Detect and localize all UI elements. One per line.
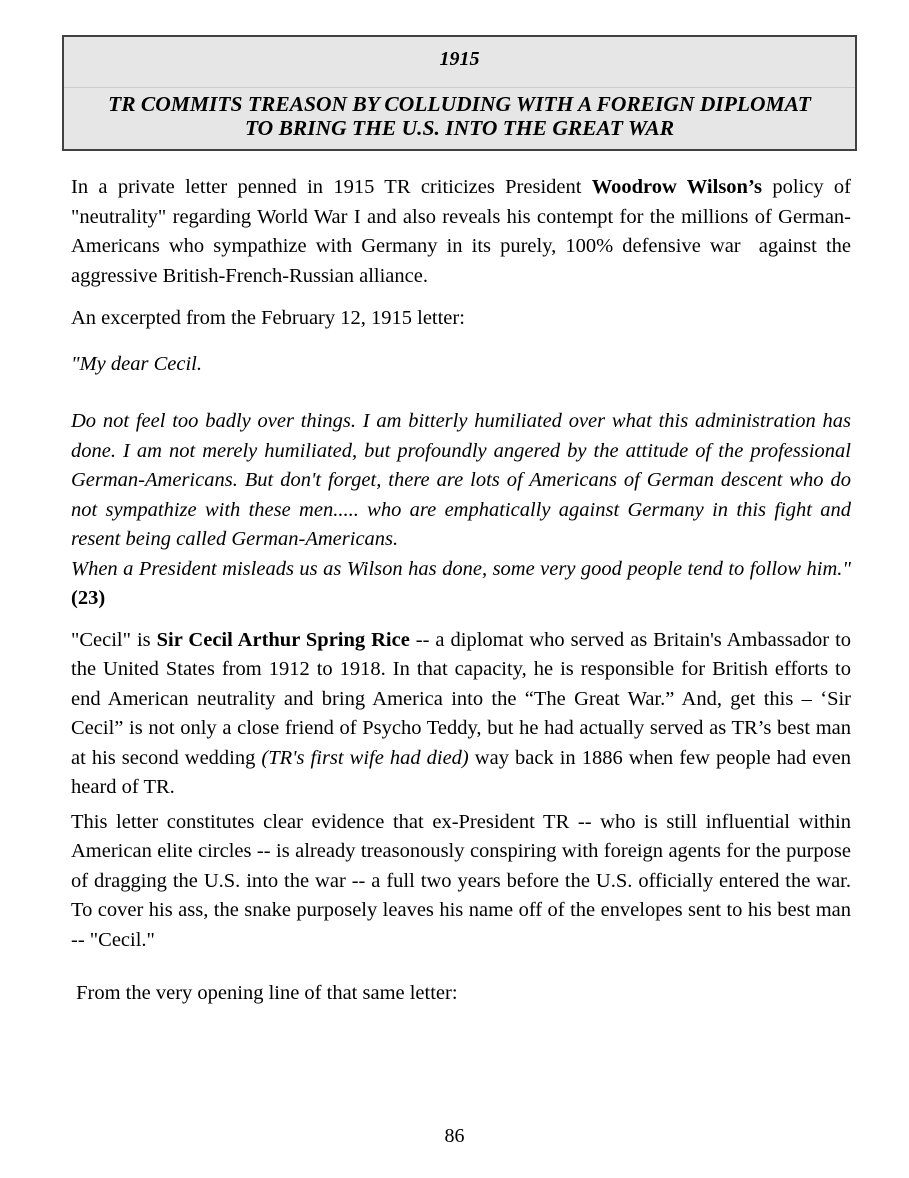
chapter-title-line2: TO BRING THE U.S. INTO THE GREAT WAR: [244, 115, 675, 140]
text-segment: "Cecil" is: [71, 628, 157, 651]
paragraph-excerpt-lead-in: An excerpted from the February 12, 1915 letter:: [71, 307, 465, 329]
paragraph-next-lead-in: From the very opening line of that same letter:: [71, 982, 458, 1004]
chapter-year: 1915: [439, 48, 480, 70]
citation-number: (23): [71, 587, 106, 609]
chapter-title-line1: TR COMMITS TREASON BY COLLUDING WITH A FOREIGN DIPLOMAT: [108, 92, 811, 116]
page-number: 86: [444, 1125, 465, 1147]
document-body: [71, 173, 851, 1009]
paragraph-treason-claim: This letter constitutes clear evidence that ex-President TR -- who is still influential within American elite circles -- is already treasonously conspiring with foreign agents for the purpose of dragging the U.S. into the war -- a full two years before the U.S. officially entered the war. To cover his ass, the snake purposely leaves his name off of the envelopes sent to his best man -- "Cecil.": [71, 810, 851, 951]
text-segment: way back in 1886 when few people had even heard of TR.: [71, 746, 851, 798]
text-segment-italic-aside: (TR's first wife had died): [261, 746, 469, 769]
paragraph-letter-salutation: "My dear Cecil.: [71, 352, 202, 375]
chapter-header-box: [62, 35, 857, 151]
text-segment-italic: When a President misleads us as Wilson has done, some very good people tend to follow him.": [71, 557, 851, 580]
paragraph-letter-body: Do not feel too badly over things. I am bitterly humiliated over what this administration has done. I am not merely humiliated, but profoundly angered by the attitude of the professional German-Americans. But don't forget, there are lots of Americans of German descent who do not sympathize with these men..... who are emphatically against Germany in this fight and resent being called German-Americans.: [71, 410, 851, 550]
text-segment-bold-woodrow-wilson: Woodrow Wilson’s: [591, 176, 762, 198]
text-segment: -- a diplomat who served as Britain's Ambassador to the United States from 1912 to 1918. In that capacity, he is responsible for British efforts to end American neutrality and bring America into the “The Great War.” And, get this – ‘Sir Cecil” is not only a close friend of Psycho Teddy, but he had actually served as TR’s best man at his second wedding: [71, 628, 852, 769]
text-segment-bold-spring-rice: Sir Cecil Arthur Spring Rice: [156, 628, 410, 651]
text-segment: policy of "neutrality" regarding World War I and also reveals his contempt for the millions of German-Americans who sympathize with Germany in its purely, 100% defensive war against the aggressive British-French-Russian alliance.: [71, 176, 851, 287]
chapter-title: [64, 88, 855, 149]
paragraph-cecil-identity: [71, 626, 851, 803]
text-segment: In a private letter penned in 1915 TR criticizes President: [71, 176, 592, 198]
paragraph-letter-closing: [71, 555, 851, 614]
paragraph-intro: [71, 173, 851, 291]
